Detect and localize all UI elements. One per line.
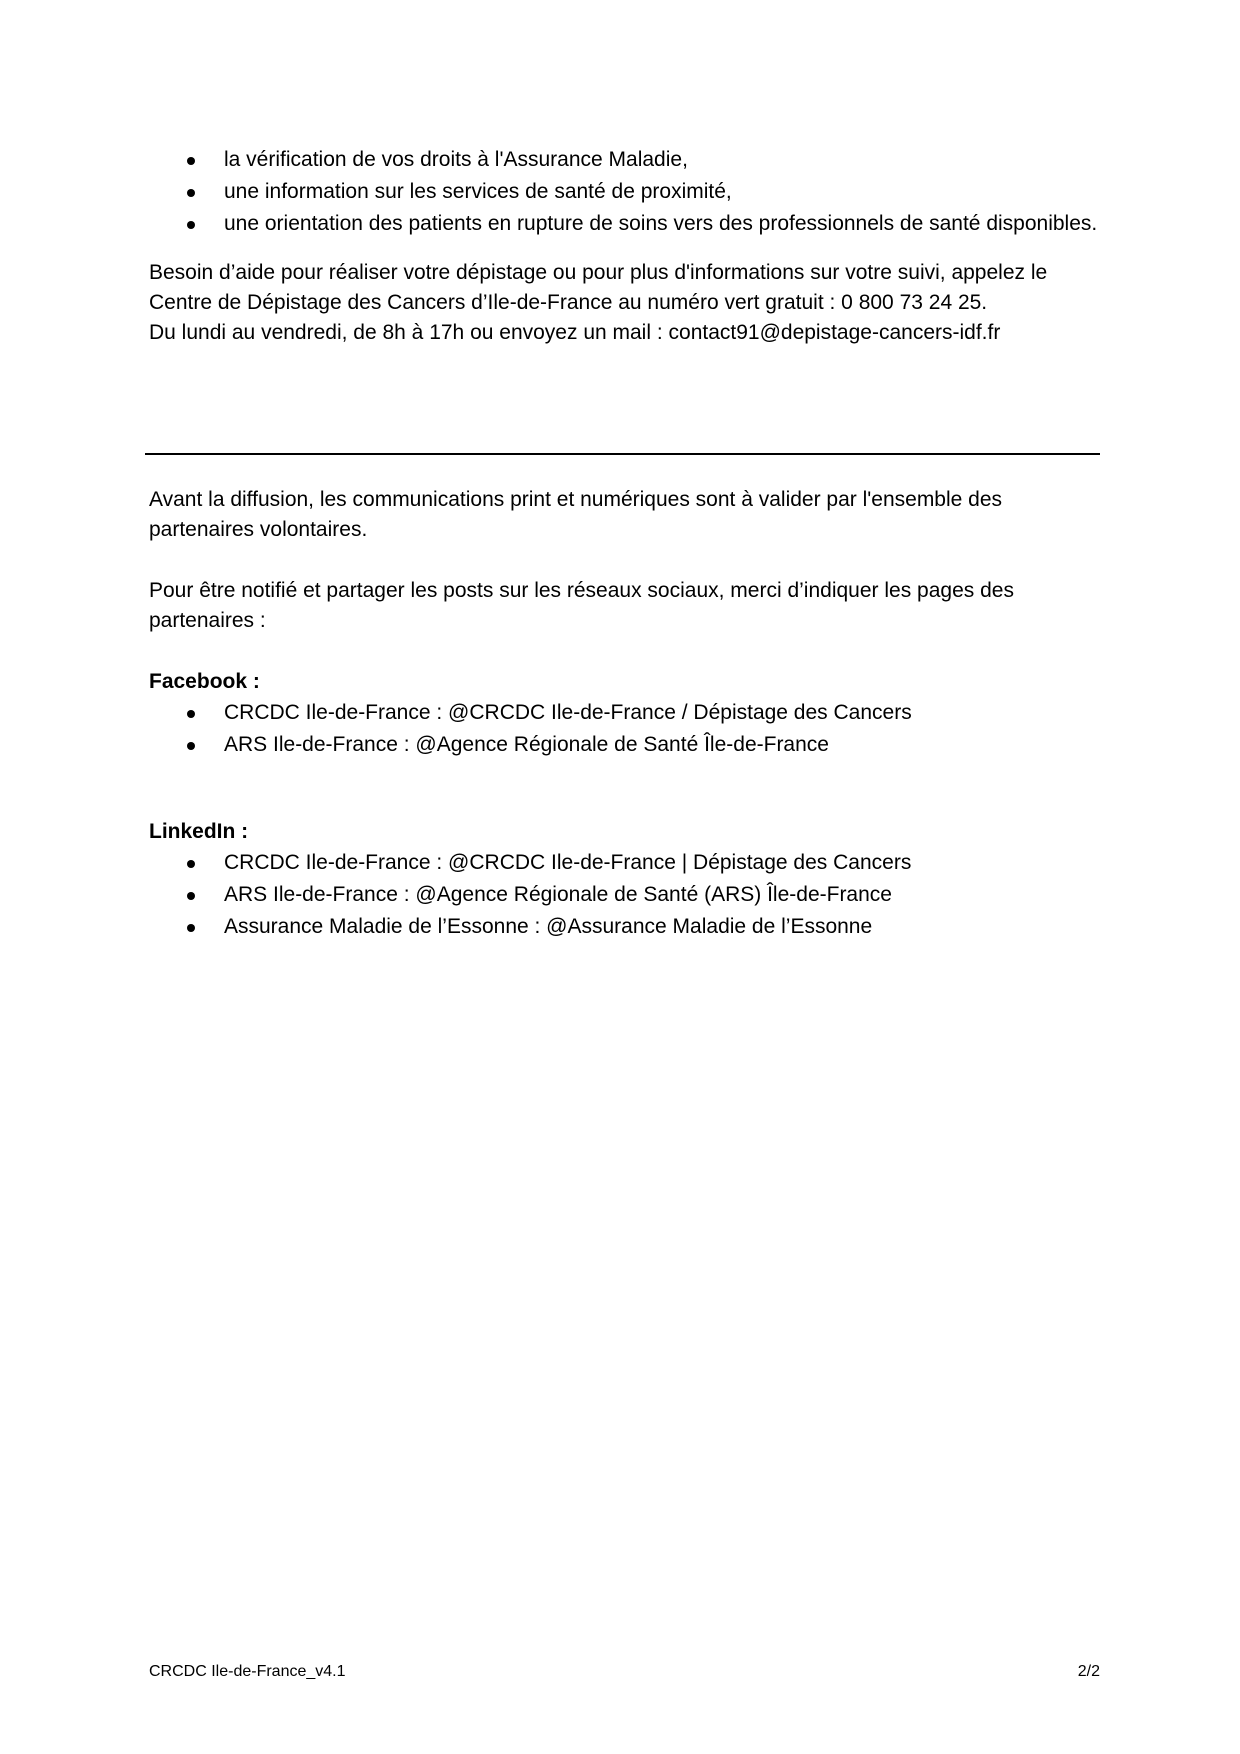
footer-page-number: 2/2 (1077, 1663, 1100, 1680)
help-paragraph (149, 258, 1109, 348)
list-item: la vérification de vos droits à l'Assurance Maladie, (149, 146, 1109, 174)
footer-version: CRCDC Ile-de-France_v4.1 (149, 1663, 346, 1680)
document-body-top (149, 146, 1109, 348)
validation-paragraph: Avant la diffusion, les communications print et numériques sont à valider par l'ensemble des partenaires volontaires. (149, 488, 1003, 541)
linkedin-heading: LinkedIn : (149, 820, 249, 843)
list-item: CRCDC Ile-de-France : @CRCDC Ile-de-France / Dépistage des Cancers (149, 699, 1109, 727)
help-line-1: Besoin d’aide pour réaliser votre dépistage ou pour plus d'informations sur votre suivi, appelez le Centre de Dépistage des Cancers d’Ile-de-France au numéro vert gratuit : 0 800 73 24 25. (149, 261, 1048, 314)
list-item: une orientation des patients en rupture de soins vers des professionnels de santé disponibles. (149, 210, 1109, 238)
linkedin-list (149, 849, 1109, 941)
facebook-list (149, 699, 1109, 759)
list-item: une information sur les services de santé de proximité, (149, 178, 1109, 206)
services-list (149, 146, 1109, 238)
document-body-lower (149, 485, 1109, 945)
list-item: Assurance Maladie de l’Essonne : @Assurance Maladie de l’Essonne (149, 913, 1109, 941)
list-item: ARS Ile-de-France : @Agence Régionale de Santé (ARS) Île-de-France (149, 881, 1109, 909)
facebook-heading: Facebook : (149, 670, 260, 693)
help-line-2: Du lundi au vendredi, de 8h à 17h ou envoyez un mail : contact91@depistage-cancers-idf.fr (149, 321, 1001, 344)
section-divider (145, 453, 1100, 455)
notify-paragraph: Pour être notifié et partager les posts sur les réseaux sociaux, merci d’indiquer les pages des partenaires : (149, 579, 1014, 632)
list-item: CRCDC Ile-de-France : @CRCDC Ile-de-France | Dépistage des Cancers (149, 849, 1109, 877)
list-item: ARS Ile-de-France : @Agence Régionale de Santé Île-de-France (149, 731, 1109, 759)
